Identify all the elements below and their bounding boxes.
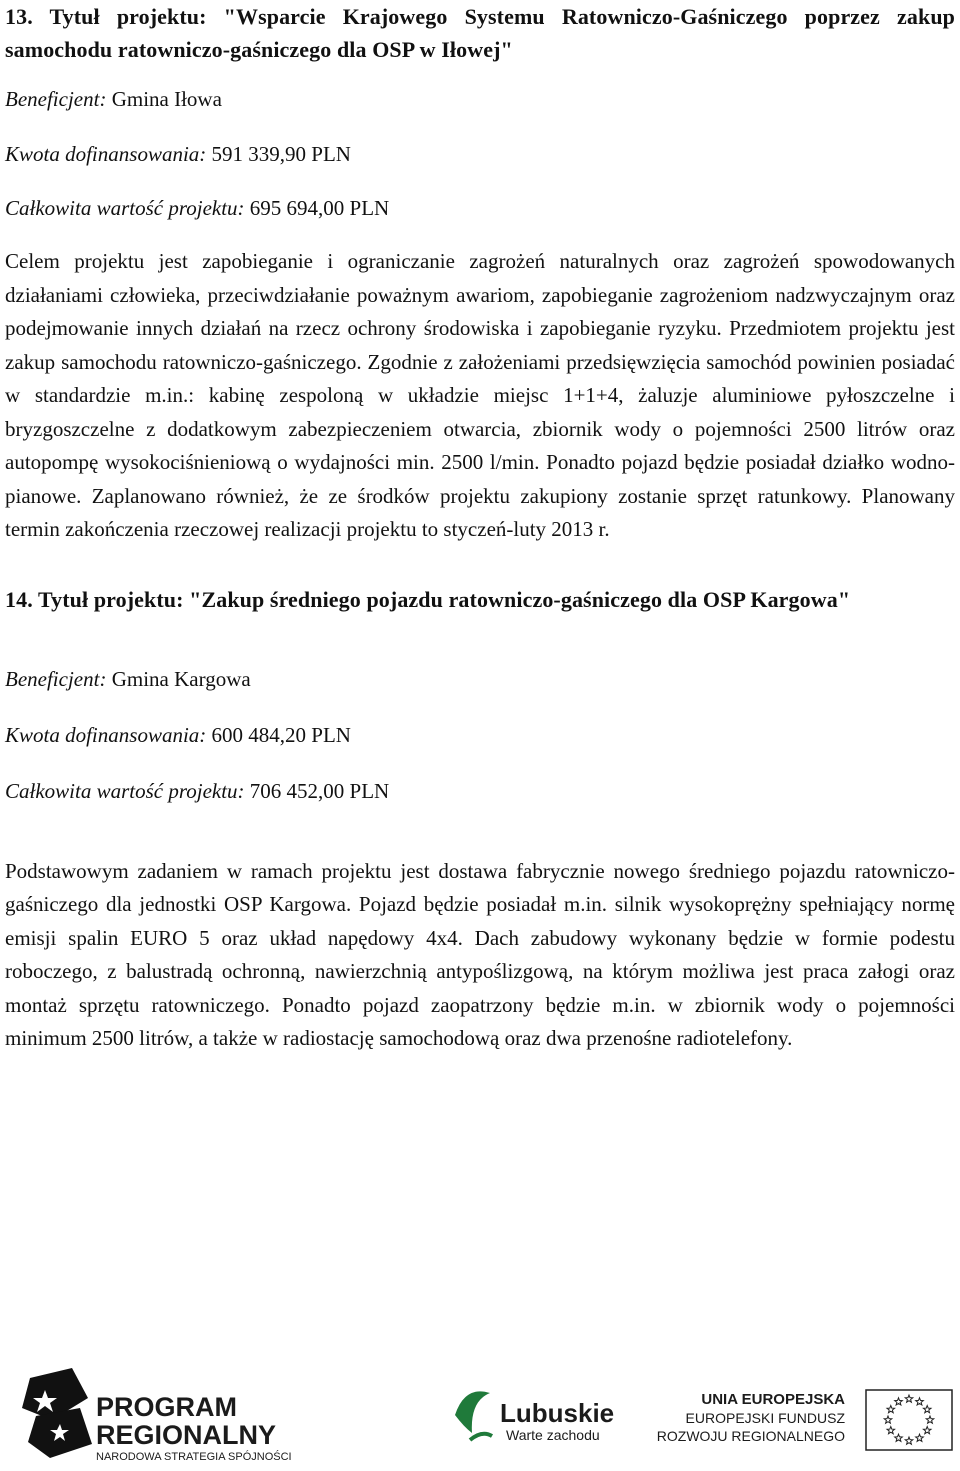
- project-14: [5, 583, 955, 1056]
- project-14-description: Podstawowym zadaniem w ramach projektu jest dostawa fabrycznie nowego średniego pojazdu ratowniczo-gaśniczego dla jednostki OSP Kargowa. Pojazd będzie posiadał m.in. silnik wysokoprężny spełniający normę emisji spalin EURO 5 oraz układ napędowy 4x4. Dach zabudowy wykonany będzie w formie podestu roboczego, z balustradą ochronną, nawierzchnią antypoślizgową, na którym możliwa jest praca załogi oraz montaż sprzętu ratowniczego. Ponadto pojazd zaopatrzony będzie m.in. w zbiornik wody o pojemności minimum 2500 litrów, a także w radiostację samochodową oraz dwa przenośne radiotelefony.: [5, 858, 955, 1050]
- beneficiary-value: Gmina Kargowa: [106, 666, 251, 691]
- project-13-beneficiary: [5, 85, 955, 113]
- star-emblem-icon: [22, 1368, 92, 1458]
- footer-logos: [0, 1360, 960, 1465]
- program-line2: REGIONALNY: [96, 1420, 277, 1450]
- funding-value: 591 339,90 PLN: [206, 142, 351, 166]
- project-13-funding: [5, 140, 955, 168]
- total-label: Całkowita wartość projektu:: [5, 196, 245, 220]
- eu-line3: ROZWOJU REGIONALNEGO: [656, 1428, 845, 1444]
- project-13: [5, 0, 955, 547]
- eu-line2: EUROPEJSKI FUNDUSZ: [685, 1410, 845, 1426]
- project-13-total: [5, 194, 955, 222]
- beneficiary-value: Gmina Iłowa: [106, 87, 222, 111]
- lubuskie-leaf-icon: [455, 1391, 490, 1433]
- lubuskie-name: Lubuskie: [500, 1398, 615, 1428]
- footer-logo-strip: [0, 1360, 960, 1465]
- beneficiary-label: Beneficjent:: [5, 666, 107, 691]
- eu-flag-icon: [866, 1390, 952, 1450]
- document-page: [5, 0, 955, 1056]
- eu-line1: UNIA EUROPEJSKA: [701, 1391, 845, 1408]
- lubuskie-tagline: Warte zachodu: [506, 1427, 600, 1443]
- project-14-total: [5, 777, 955, 805]
- total-value: 706 452,00 PLN: [244, 778, 390, 803]
- total-value: 695 694,00 PLN: [244, 196, 390, 220]
- funding-value: 600 484,20 PLN: [206, 722, 351, 747]
- program-line3: NARODOWA STRATEGIA SPÓJNOŚCI: [96, 1451, 292, 1463]
- beneficiary-label: Beneficjent:: [5, 87, 107, 111]
- funding-label: Kwota dofinansowania:: [5, 722, 207, 747]
- project-13-description: Celem projektu jest zapobieganie i ograniczanie zagrożeń naturalnych oraz zagrożeń spowodowanych działaniami człowieka, przeciwdziałanie poważnym awariom, zapobieganie zagrożeniom nadzwyczajnym oraz podejmowanie innych działań na rzecz ochrony środowiska i zapobieganie ryzyku. Przedmiotem projektu jest zakup samochodu ratowniczo-gaśniczego. Zgodnie z założeniami przedsięwzięcia samochód powinien posiadać w standardzie m.in.: kabinę zespoloną w układzie miejsc 1+1+4, żaluzje aluminiowe pyłoszczelne i bryzgoszczelne z dodatkowym zabezpieczeniem otwarcia, zbiornik wody o pojemności 2500 litrów oraz autopompę wysokociśnieniową o wydajności min. 2500 l/min. Ponadto pojazd będzie posiadał działko wodno-pianowe. Zaplanowano również, że ze środków projektu zakupiony zostanie sprzęt ratunkowy. Planowany termin zakończenia rzeczowej realizacji projektu to styczeń-luty 2013 r.: [5, 249, 955, 541]
- funding-label: Kwota dofinansowania:: [5, 142, 207, 166]
- project-14-beneficiary: [5, 665, 955, 693]
- project-14-funding: [5, 721, 955, 749]
- program-line1: PROGRAM: [96, 1392, 237, 1422]
- project-13-heading: 13. Tytuł projektu: "Wsparcie Krajowego Systemu Ratowniczo-Gaśniczego poprzez zakup samochodu ratowniczo-gaśniczego dla OSP w Iłowej": [5, 4, 955, 62]
- eu-text-block: [657, 1391, 846, 1444]
- program-regionalny-logo: [22, 1368, 292, 1463]
- lubuskie-logo: [455, 1391, 614, 1443]
- total-label: Całkowita wartość projektu:: [5, 778, 245, 803]
- project-14-heading: 14. Tytuł projektu: "Zakup średniego pojazdu ratowniczo-gaśniczego dla OSP Kargowa": [5, 586, 851, 612]
